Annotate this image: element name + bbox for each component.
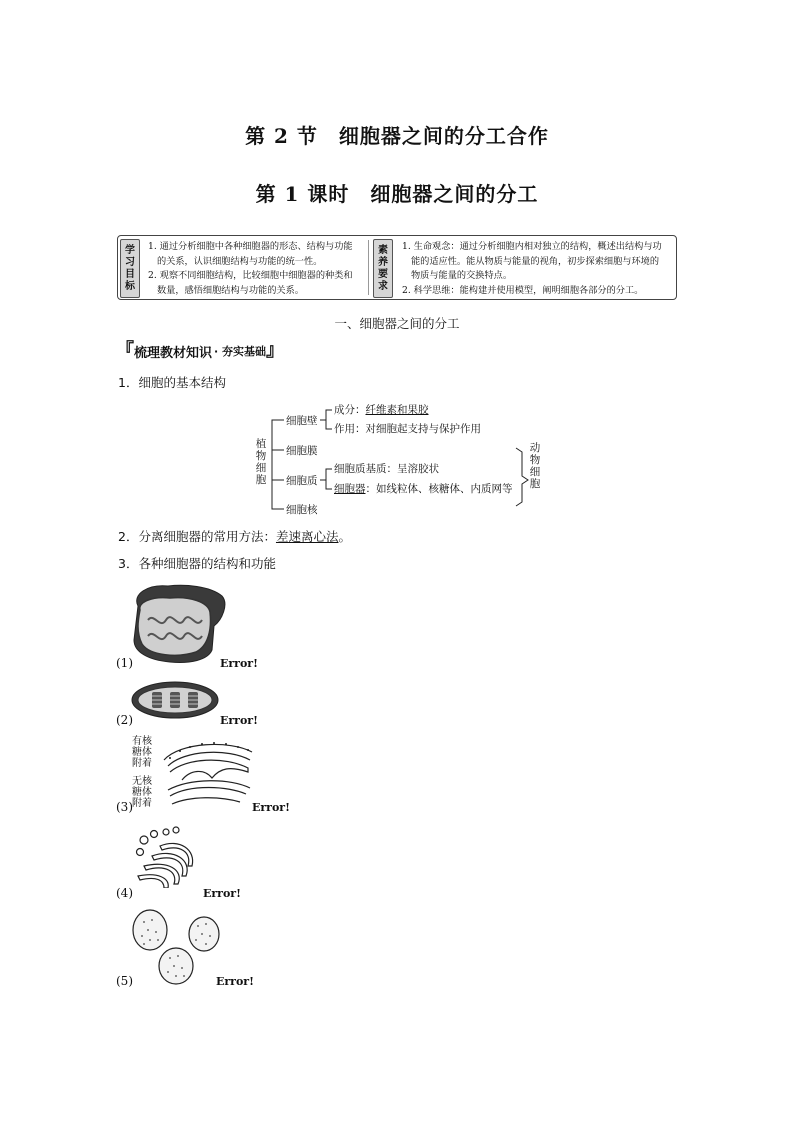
cell-wall-function: 作用：对细胞起支持与保护作用 [334,423,481,435]
plant-cell-label: 植 物 细 胞 [255,438,267,486]
error-field: Error! [216,975,254,988]
organelle-lysosome [116,908,316,992]
answer-differential-centrifugation: 差速离心法 [275,529,339,544]
cell-structure-diagram [250,396,550,521]
part-heading: 一、细胞器之间的分工 [334,316,460,331]
cell-wall: 细胞壁 [286,415,318,427]
organelle-number: (5) [116,974,133,988]
bracket-right-icon: 』 [266,340,285,361]
cytoplasmic-matrix: 细胞质基质：呈溶胶状 [334,463,439,475]
competency-text [402,240,668,298]
goals-divider [368,240,369,295]
bracket-left-icon: 『 [116,340,134,361]
organelle-number: (4) [116,886,133,900]
cell-membrane: 细胞膜 [286,445,318,457]
knowledge-banner [116,341,284,361]
competency-item: 1. 生命观念：通过分析细胞内相对独立的结构，概述出结构与功能的适应性。能从物质与能量的视角，初步探索细胞与环境的物质与能量的交换特点。 [402,241,662,281]
goal-item: 1. 通过分析细胞中各种细胞器的形态、结构与功能的关系，认识细胞结构与功能的统一性。 [148,241,353,267]
cytoplasm: 细胞质 [286,475,318,487]
animal-cell-label: 动 物 细 胞 [529,442,541,490]
learning-goals-box [117,235,677,300]
answer-organelles: 细胞器 [334,483,366,495]
golgi-apparatus-icon [130,826,210,888]
mitochondrion-icon [130,580,230,665]
error-field: Error! [203,887,241,900]
endoplasmic-reticulum-icon [160,738,256,810]
item-2: 2．分离细胞器的常用方法：差速离心法。 [118,529,351,544]
organelle-number: (3) [116,800,133,814]
organelle-number: (2) [116,713,133,727]
organelles-line: 细胞器：如线粒体、核糖体、内质网等 [334,483,513,495]
organelle-number: (1) [116,656,133,670]
organelle-endoplasmic-reticulum [116,736,316,816]
lysosome-icon [130,908,222,986]
answer-cellulose-pectin: 纤维素和果胶 [365,404,429,416]
nucleus: 细胞核 [286,504,318,516]
learning-goals-text [148,240,360,298]
banner-sub: · 夯实基础 [214,345,267,358]
cell-wall-composition: 成分：纤维素和果胶 [334,404,429,416]
item-1-heading: 1．细胞的基本结构 [118,375,226,390]
organelle-golgi [116,826,316,902]
error-field: Error! [220,714,258,727]
learning-goals-label: 学 习 目 标 [120,239,140,298]
section-title: 第 2 节 细胞器之间的分工合作 [245,124,549,148]
lesson-title: 第 1 课时 细胞器之间的分工 [255,182,539,206]
banner-main: 梳理教材知识 [134,345,213,361]
rough-er-label: 有核 糖体 附着 [132,736,152,769]
error-field: Error! [252,801,290,814]
smooth-er-label: 无核 糖体 附着 [132,776,152,809]
competency-item: 2. 科学思维：能构建并使用模型，阐明细胞各部分的分工。 [402,284,644,296]
item-3-heading: 3．各种细胞器的结构和功能 [118,556,276,571]
organelle-chloroplast [116,680,316,730]
chloroplast-icon [130,680,220,720]
error-field: Error! [220,657,258,670]
goal-item: 2. 观察不同细胞结构，比较细胞中细胞器的种类和数量，感悟细胞结构与功能的关系。 [148,270,353,296]
organelle-mitochondrion [116,580,316,675]
competency-label: 素 养 要 求 [373,239,393,298]
